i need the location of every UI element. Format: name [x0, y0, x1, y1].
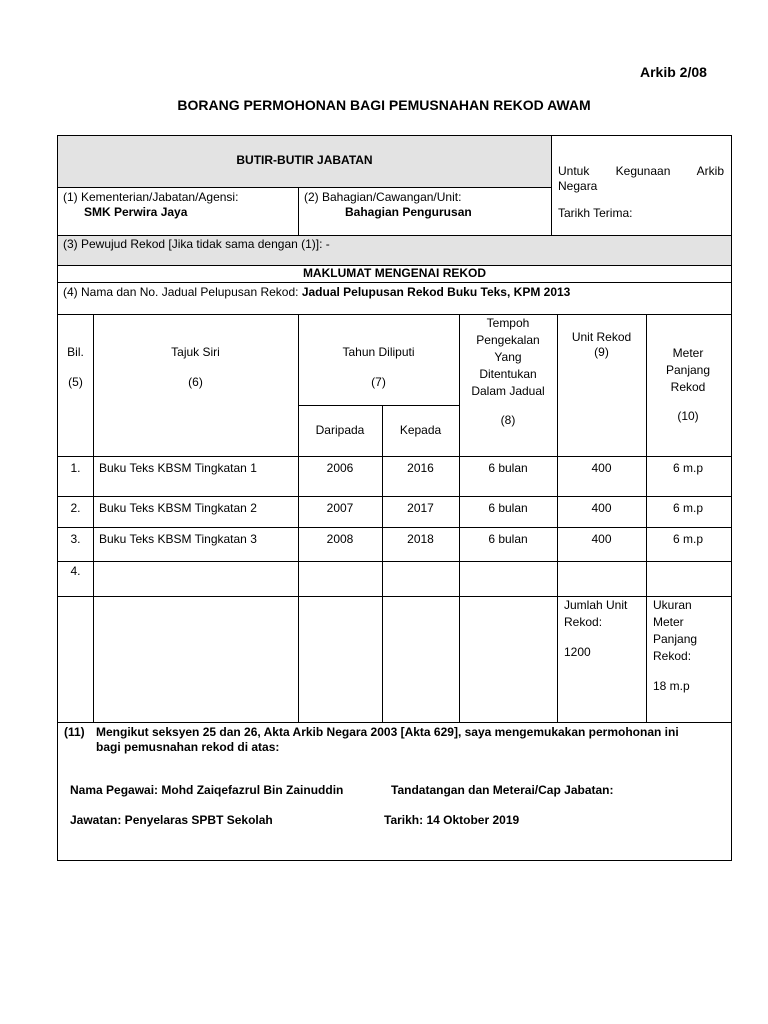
col-unit: Unit Rekod (9) [571, 330, 632, 359]
hline [58, 314, 731, 315]
row-bil: 4. [70, 564, 81, 578]
field4: (4) Nama dan No. Jadual Pelupusan Rekod: Jadual Pelupusan Rekod Buku Teks, KPM 2013 [63, 285, 571, 299]
row-bil: 1. [70, 461, 81, 475]
row-daripada: 2006 [326, 461, 354, 475]
hline [58, 235, 731, 236]
signature-label: Tandatangan dan Meterai/Cap Jabatan: [391, 783, 614, 797]
row-tajuk: Buku Teks KBSM Tingkatan 1 [99, 461, 257, 475]
hline [58, 561, 731, 562]
col-tahun: Tahun Diliputi [342, 345, 415, 359]
hline [58, 282, 731, 283]
dept-heading: BUTIR-BUTIR JABATAN [236, 153, 373, 167]
row-kepada: 2018 [407, 532, 434, 546]
row-unit: 400 [591, 501, 612, 515]
form-title: BORANG PERMOHONAN BAGI PEMUSNAHAN REKOD AWAM [177, 97, 591, 113]
total-meter-value: 18 m.p [653, 679, 690, 693]
vline [298, 187, 299, 235]
col-meter: Meter Panjang Rekod [665, 346, 711, 394]
row-tempoh: 6 bulan [488, 532, 528, 546]
row-tempoh: 6 bulan [488, 461, 528, 475]
hline [58, 496, 731, 497]
hline [298, 405, 459, 406]
col-bil-no: (5) [68, 375, 83, 389]
form-reference: Arkib 2/08 [640, 64, 707, 80]
total-unit-value: 1200 [564, 645, 591, 659]
col-kepada: Kepada [399, 423, 442, 437]
row-kepada: 2017 [407, 501, 434, 515]
row-meter: 6 m.p [672, 532, 703, 546]
col-bil: Bil. [67, 345, 84, 359]
row-tempoh: 6 bulan [488, 501, 528, 515]
col-tempoh-no: (8) [500, 413, 516, 427]
row-daripada: 2007 [326, 501, 354, 515]
officer-position: Jawatan: Penyelaras SPBT Sekolah [70, 813, 273, 827]
row-bil: 2. [70, 501, 81, 515]
row-daripada: 2008 [326, 532, 354, 546]
col-meter-no: (10) [677, 409, 699, 423]
field1-label: (1) Kementerian/Jabatan/Agensi: [63, 190, 239, 204]
total-meter: Ukuran Meter Panjang Rekod: 18 m.p [653, 598, 698, 693]
field2-label: (2) Bahagian/Cawangan/Unit: [304, 190, 462, 204]
col-tempoh: Tempoh Pengekalan Yang Ditentukan Dalam Jadual [471, 316, 545, 398]
col-tajuk: Tajuk Siri [171, 345, 220, 359]
declaration-text: Mengikut seksyen 25 dan 26, Akta Arkib Negara 2003 [Akta 629], saya mengemukakan permohonan ini bagi pemusnahan rekod di atas: [96, 725, 679, 754]
field3-label: (3) Pewujud Rekod [Jika tidak sama dengan (1)]: - [63, 237, 330, 251]
row-unit: 400 [591, 461, 612, 475]
hline [58, 596, 731, 597]
vline [382, 405, 383, 722]
field4-value: Jadual Pelupusan Rekod Buku Teks, KPM 2013 [301, 285, 571, 299]
vline [557, 314, 558, 722]
row-kepada: 2016 [407, 461, 434, 475]
declaration-number: (11) [64, 725, 85, 739]
row-bil: 3. [70, 532, 81, 546]
archive-use-label: Untuk Kegunaan Arkib Negara [558, 164, 724, 193]
col-tahun-no: (7) [371, 375, 386, 389]
hline [58, 456, 731, 457]
row-meter: 6 m.p [672, 461, 703, 475]
col-tajuk-no: (6) [188, 375, 203, 389]
field1-value: SMK Perwira Jaya [84, 205, 188, 219]
row-unit: 400 [591, 532, 612, 546]
officer-name: Nama Pegawai: Mohd Zaiqefazrul Bin Zainuddin [70, 783, 344, 797]
row-meter: 6 m.p [672, 501, 703, 515]
hline [58, 527, 731, 528]
declaration-date: Tarikh: 14 Oktober 2019 [384, 813, 520, 827]
row-tajuk: Buku Teks KBSM Tingkatan 2 [99, 501, 257, 515]
records-heading: MAKLUMAT MENGENAI REKOD [302, 266, 487, 280]
col-daripada: Daripada [315, 423, 365, 437]
total-unit: Jumlah Unit Rekod: 1200 [564, 598, 628, 659]
hline [58, 722, 731, 723]
field2-value: Bahagian Pengurusan [345, 205, 472, 219]
vline [551, 136, 552, 235]
row-tajuk: Buku Teks KBSM Tingkatan 3 [99, 532, 257, 546]
received-date-label: Tarikh Terima: [558, 206, 633, 220]
hline [58, 187, 551, 188]
